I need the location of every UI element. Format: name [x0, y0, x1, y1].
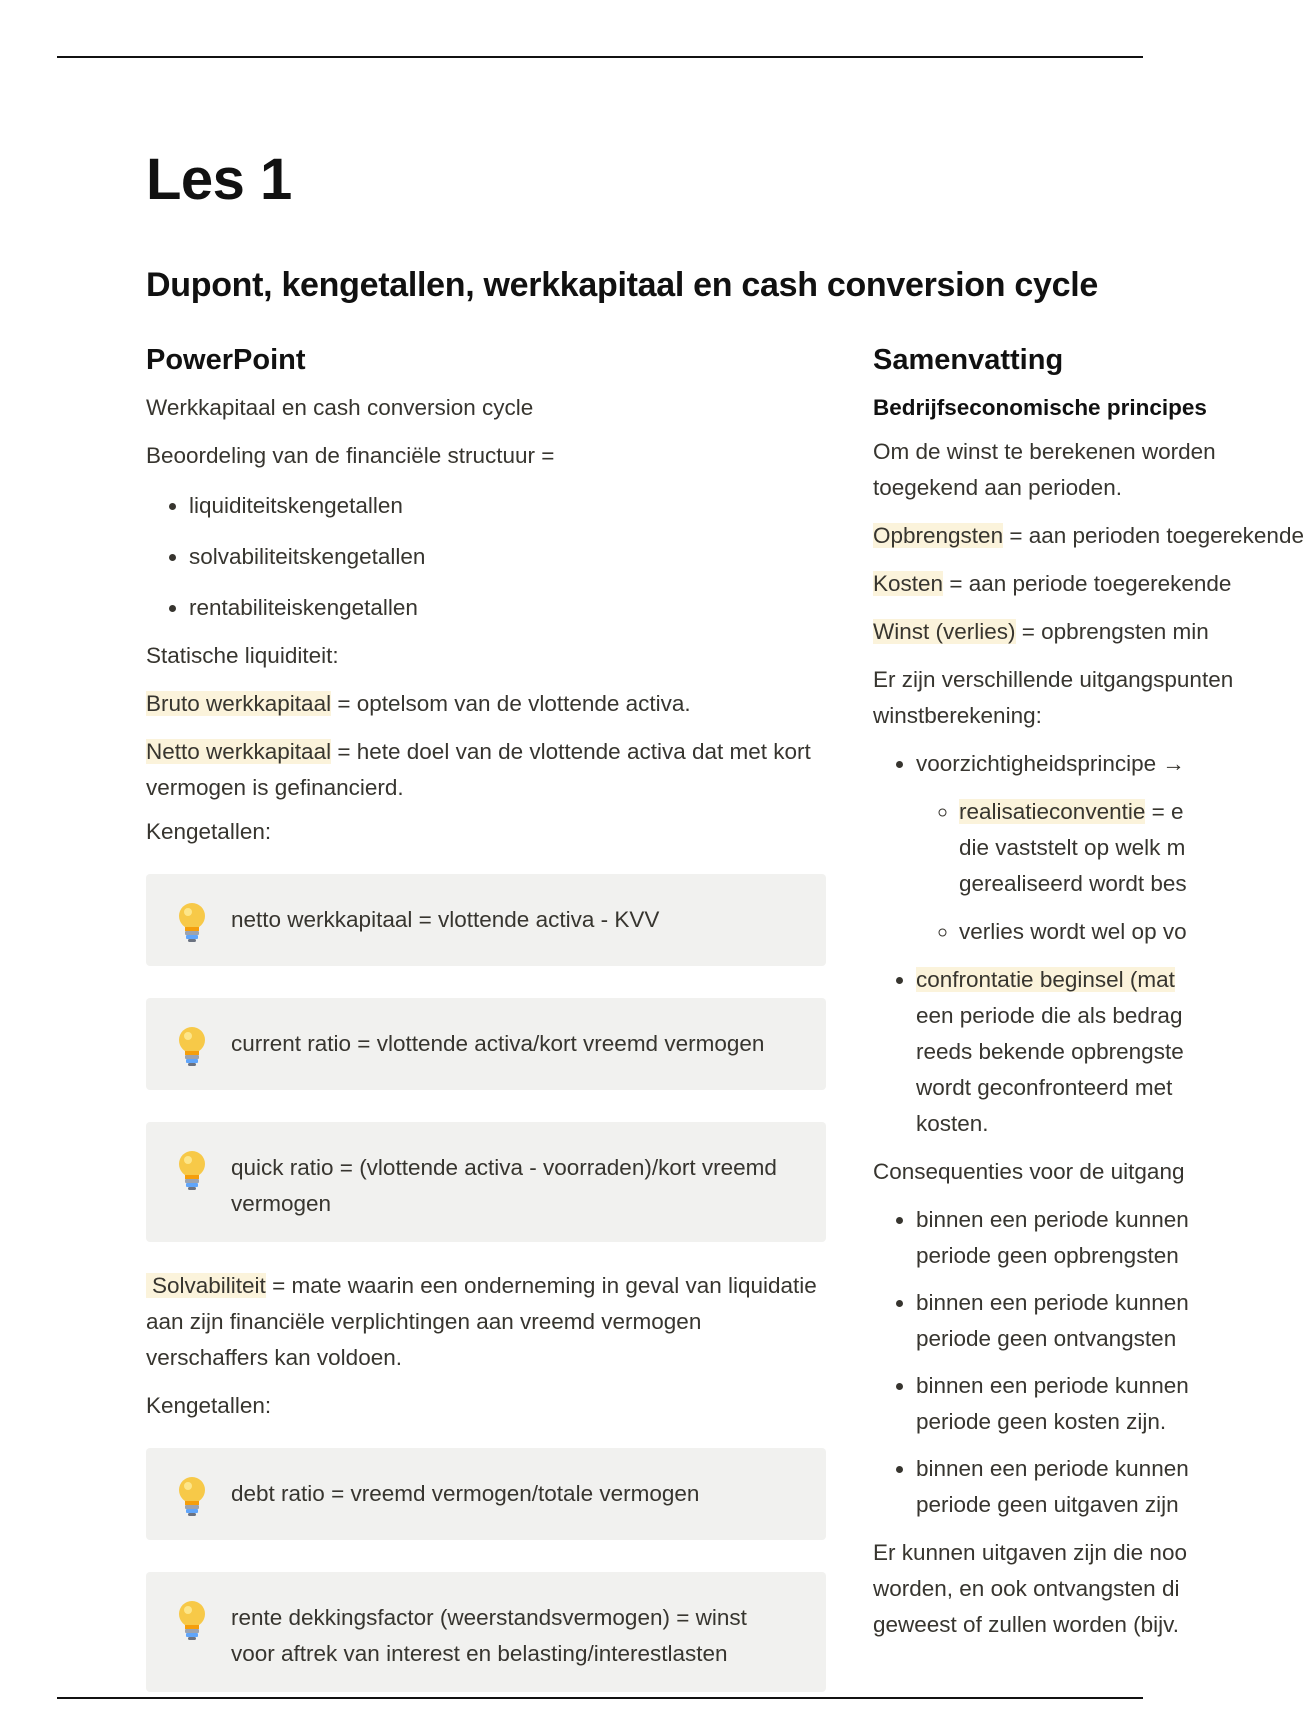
sub-list	[916, 794, 1293, 950]
lightbulb-icon	[174, 1598, 210, 1642]
statische-liquiditeit-label: Statische liquiditeit:	[146, 643, 339, 668]
winst-term: Winst (verlies)	[873, 619, 1016, 644]
list-item: • rentabiliteiskengetallen	[189, 590, 826, 626]
netto-werkkapitaal-term: Netto werkkapitaal	[146, 739, 332, 764]
lightbulb-icon	[174, 900, 210, 944]
netto-werkkapitaal-definition	[146, 734, 826, 806]
kengetallen-label: Kengetallen:	[146, 1393, 272, 1418]
lightbulb-icon	[174, 1024, 210, 1068]
list-item-text: binnen een periode kunnen	[916, 1373, 1189, 1398]
text-line: Er kunnen uitgaven zijn die noo	[873, 1540, 1187, 1565]
definition-text: = opbrengsten min	[1015, 619, 1209, 644]
list-item-text: kosten.	[916, 1111, 989, 1136]
list-item	[916, 1368, 1293, 1440]
powerpoint-column	[146, 340, 826, 1724]
list-item-text: periode geen kosten zijn.	[916, 1409, 1167, 1434]
winst-definition	[873, 614, 1293, 650]
list-item-text: gerealiseerd wordt bes	[959, 871, 1187, 896]
list-item-text: reeds bekende opbrengste	[916, 1039, 1184, 1064]
kengetallen-types-list	[146, 488, 826, 626]
confrontatie-term: confrontatie beginsel (mat	[916, 967, 1175, 992]
list-item-text: binnen een periode kunnen	[916, 1290, 1189, 1315]
list-item-text: = e	[1145, 799, 1184, 824]
closing-paragraph	[873, 1535, 1293, 1643]
samenvatting-column	[873, 340, 1304, 1655]
opbrengsten-definition	[873, 518, 1304, 554]
winst-intro	[873, 434, 1293, 506]
list-item	[959, 794, 1293, 902]
definition-text: = mate waarin een onderneming in geval van liquidatie aan zijn financiële verplichtingen aan vreemd vermogen verschaffers kan voldoen.	[146, 1273, 817, 1370]
samenvatting-heading: Samenvatting	[873, 344, 1064, 376]
page-subtitle: Dupont, kengetallen, werkkapitaal en cash conversion cycle	[146, 266, 1098, 304]
callout	[146, 874, 826, 966]
definition-text: = hete doel van de vlottende activa dat met kort vermogen is gefinancierd.	[146, 739, 811, 800]
callout	[146, 1122, 826, 1242]
callout-text: netto werkkapitaal = vlottende activa - KVV	[231, 907, 660, 932]
text-line: Om de winst te berekenen worden	[873, 439, 1216, 464]
list-item	[916, 1285, 1293, 1357]
list-item-text: periode geen uitgaven zijn	[916, 1492, 1179, 1517]
kengetallen-label: Kengetallen:	[146, 819, 272, 844]
realisatieconventie-term: realisatieconventie	[959, 799, 1146, 824]
text-line: worden, en ook ontvangsten di	[873, 1576, 1180, 1601]
list-item-text: periode geen opbrengsten	[916, 1243, 1179, 1268]
callout	[146, 1448, 826, 1540]
beoordeling-text: Beoordeling van de financiële structuur =	[146, 443, 555, 468]
callout-text: debt ratio = vreemd vermogen/totale vermogen	[231, 1481, 700, 1506]
definition-text: = aan periode toegerekende	[943, 571, 1232, 596]
text-line: toegekend aan perioden.	[873, 475, 1122, 500]
callout-text: quick ratio = (vlottende activa - voorraden)/kort vreemd vermogen	[231, 1155, 777, 1216]
uitgangspunten-intro	[873, 662, 1293, 734]
consequenties-list	[873, 1202, 1293, 1523]
consequenties-intro: Consequenties voor de uitgang	[873, 1159, 1185, 1184]
definition-text: = optelsom van de vlottende activa.	[331, 691, 691, 716]
powerpoint-heading: PowerPoint	[146, 344, 306, 376]
definition-text: = aan perioden toegerekende	[1003, 523, 1304, 548]
list-item-text: die vaststelt op welk m	[959, 835, 1186, 860]
top-divider	[57, 56, 1143, 58]
solvabiliteit-definition	[146, 1268, 826, 1376]
lightbulb-icon	[174, 1474, 210, 1518]
kosten-term: Kosten	[873, 571, 944, 596]
list-item-text: een periode die als bedrag	[916, 1003, 1183, 1028]
list-item: • solvabiliteitskengetallen	[189, 539, 826, 575]
list-item	[916, 746, 1293, 950]
lightbulb-icon	[174, 1148, 210, 1192]
list-item-text: voorzichtigheidsprincipe →	[916, 751, 1185, 776]
intro-text: Werkkapitaal en cash conversion cycle	[146, 395, 534, 420]
bruto-werkkapitaal-definition	[146, 686, 826, 722]
list-item	[916, 1202, 1293, 1274]
bruto-werkkapitaal-term: Bruto werkkapitaal	[146, 691, 332, 716]
list-item-text: wordt geconfronteerd met	[916, 1075, 1173, 1100]
samenvatting-subheading: Bedrijfseconomische principes	[873, 395, 1207, 420]
callout	[146, 998, 826, 1090]
list-item: • liquiditeitskengetallen	[189, 488, 826, 524]
text-line: geweest of zullen worden (bijv.	[873, 1612, 1179, 1637]
bottom-divider	[57, 1697, 1143, 1699]
kosten-definition	[873, 566, 1293, 602]
text-line: Er zijn verschillende uitgangspunten	[873, 667, 1234, 692]
callout-text: current ratio = vlottende activa/kort vreemd vermogen	[231, 1031, 765, 1056]
list-item: ◦ verlies wordt wel op vo	[959, 914, 1293, 950]
solvabiliteit-term: Solvabiliteit	[146, 1273, 266, 1298]
text-line: winstberekening:	[873, 703, 1042, 728]
page-title: Les 1	[146, 147, 292, 212]
list-item-text: binnen een periode kunnen	[916, 1207, 1189, 1232]
opbrengsten-term: Opbrengsten	[873, 523, 1004, 548]
list-item-text: binnen een periode kunnen	[916, 1456, 1189, 1481]
list-item	[916, 1451, 1293, 1523]
list-item-text: periode geen ontvangsten	[916, 1326, 1177, 1351]
callout	[146, 1572, 826, 1692]
callout-text: rente dekkingsfactor (weerstandsvermogen) = winst voor aftrek van interest en belasting/interestlasten	[231, 1605, 747, 1666]
list-item	[916, 962, 1293, 1142]
principes-list	[873, 746, 1293, 1142]
